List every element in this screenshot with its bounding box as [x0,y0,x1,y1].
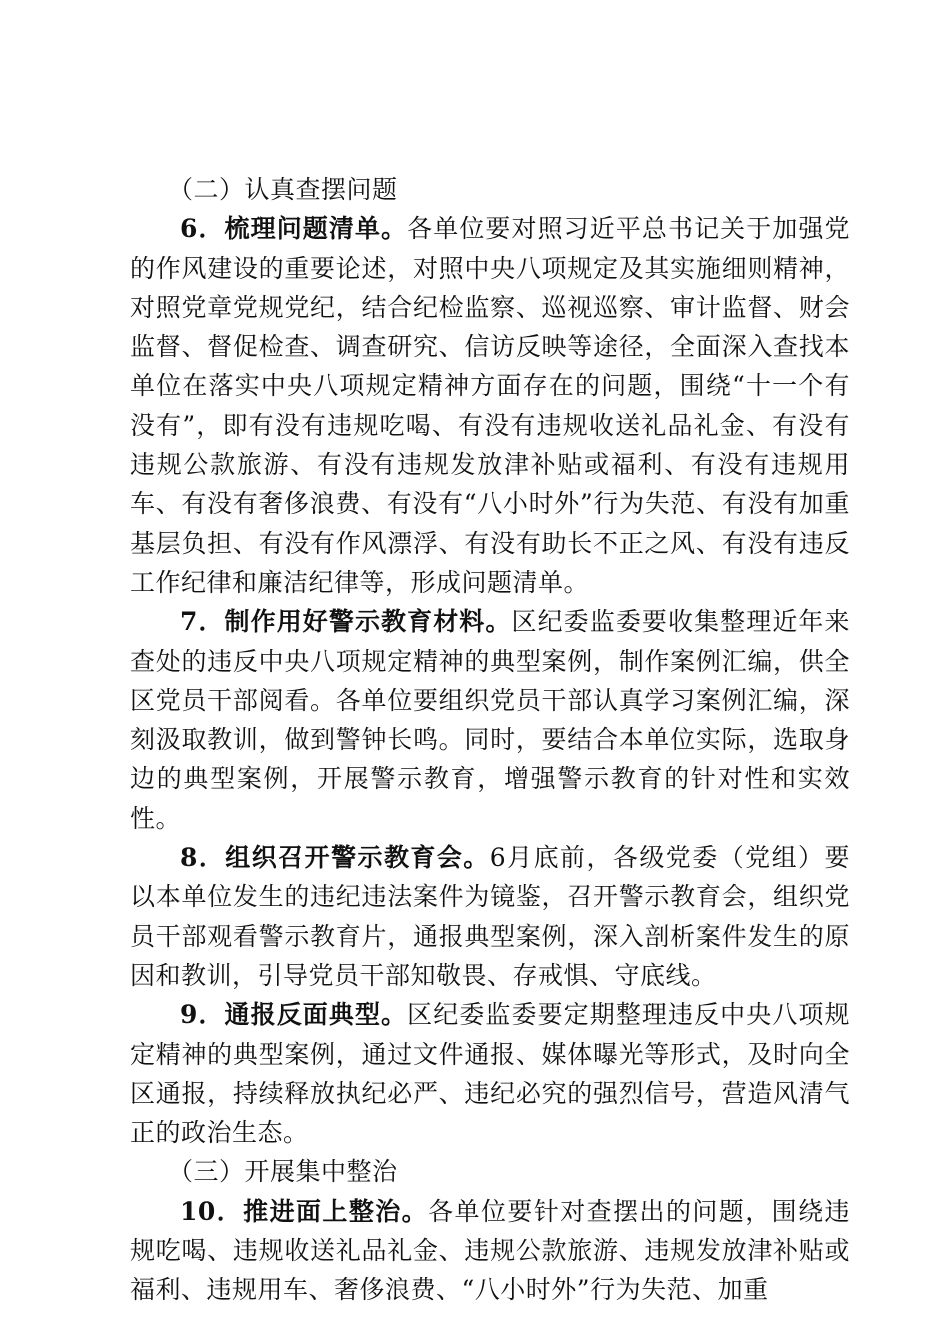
paragraph-6-body: 各单位要对照习近平总书记关于加强党的作风建设的重要论述，对照中央八项规定及其实施细则精神，对照党章党规党纪，结合纪检监察、巡视巡察、审计监督、财会监督、督促检查、调查研究、信访反映等途径，全面深入查找本单位在落实中央八项规定精神方面存在的问题，围绕“十一个有没有”，即有没有违规吃喝、有没有违规收送礼品礼金、有没有违规公款旅游、有没有违规发放津补贴或福利、有没有违规用车、有没有奢侈浪费、有没有“八小时外”行为失范、有没有加重基层负担、有没有作风漂浮、有没有助长不正之风、有没有违反工作纪律和廉洁纪律等，形成问题清单。 [130,214,850,597]
paragraph-7-lead: 7．制作用好警示教育材料。 [180,607,512,637]
paragraph-6 [130,209,850,602]
paragraph-10 [130,1192,850,1310]
paragraph-8 [130,838,850,995]
paragraph-9-body: 区纪委监委要定期整理违反中央八项规定精神的典型案例，通过文件通报、媒体曝光等形式，及时向全区通报，持续释放执纪必严、违纪必究的强烈信号，营造风清气正的政治生态。 [130,1000,850,1148]
paragraph-8-body: 6月底前，各级党委（党组）要以本单位发生的违纪违法案件为镜鉴，召开警示教育会，组织党员干部观看警示教育片，通报典型案例，深入剖析案件发生的原因和教训，引导党员干部知敬畏、存戒惧、守底线。 [130,843,850,990]
paragraph-9-lead: 9．通报反面典型。 [180,1000,408,1030]
document-body [130,170,850,1310]
paragraph-6-lead: 6．梳理问题清单。 [180,214,408,244]
section-heading-3: （三）开展集中整治 [168,1157,398,1187]
paragraph-8-lead: 8．组织召开警示教育会。 [180,843,490,873]
paragraph-7 [130,602,850,838]
paragraph-10-body: 各单位要针对查摆出的问题，围绕违规吃喝、违规收送礼品礼金、违规公款旅游、违规发放津补贴或福利、违规用车、奢侈浪费、“八小时外”行为失范、加重 [130,1196,850,1305]
paragraph-9 [130,995,850,1152]
paragraph-7-body: 区纪委监委要收集整理近年来查处的违反中央八项规定精神的典型案例，制作案例汇编，供全区党员干部阅看。各单位要组织党员干部认真学习案例汇编，深刻汲取教训，做到警钟长鸣。同时，要结合本单位实际，选取身边的典型案例，开展警示教育，增强警示教育的针对性和实效性。 [130,607,850,833]
section-heading-2: （二）认真查摆问题 [168,175,398,204]
paragraph-10-lead: 10．推进面上整治。 [180,1196,429,1226]
